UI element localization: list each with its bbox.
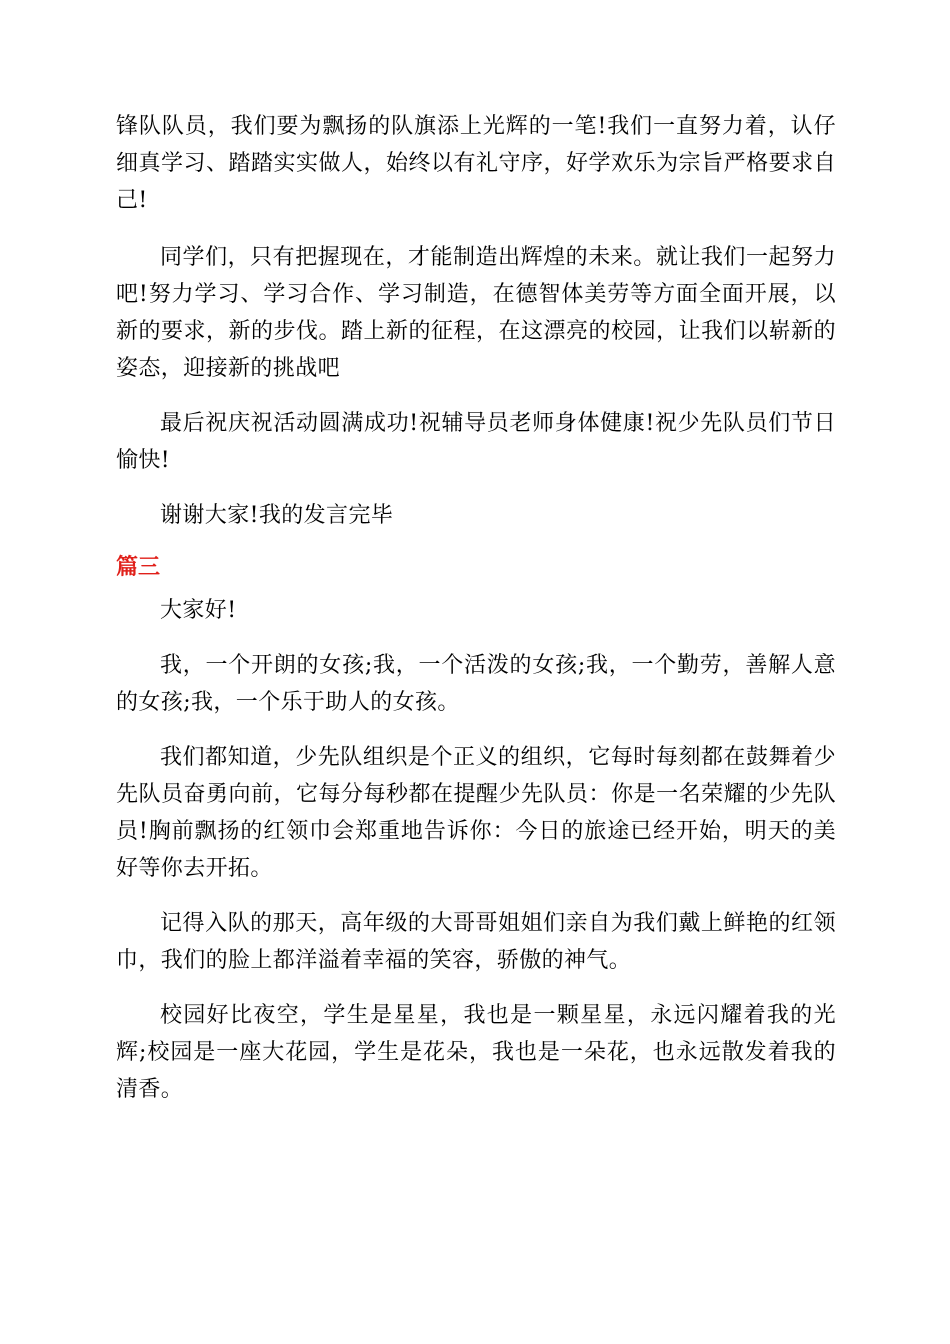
document-page	[116, 108, 836, 1108]
paragraph: 最后祝庆祝活动圆满成功!祝辅导员老师身体健康!祝少先队员们节日愉快!	[116, 411, 836, 473]
paragraph: 同学们，只有把握现在，才能制造出辉煌的未来。就让我们一起努力吧!努力学习、学习合作、学习制造，在德智体美劳等方面全面开展，以新的要求，新的步伐。踏上新的征程，在这漂亮的校园，让我们以崭新的姿态，迎接新的挑战吧	[116, 245, 836, 381]
paragraph: 谢谢大家!我的发言完毕	[160, 503, 394, 528]
paragraph: 记得入队的那天，高年级的大哥哥姐姐们亲自为我们戴上鲜艳的红领巾，我们的脸上都洋溢着幸福的笑容，骄傲的神气。	[116, 911, 836, 973]
paragraph: 我，一个开朗的女孩;我，一个活泼的女孩;我，一个勤劳，善解人意的女孩;我，一个乐于助人的女孩。	[116, 653, 836, 715]
section-heading: 篇三	[116, 555, 161, 580]
paragraph: 锋队队员，我们要为飘扬的队旗添上光辉的一笔!我们一直努力着，认仔细真学习、踏踏实实做人，始终以有礼守序，好学欢乐为宗旨严格要求自己!	[116, 114, 836, 213]
paragraph: 大家好!	[160, 598, 237, 623]
paragraph: 我们都知道，少先队组织是个正义的组织，它每时每刻都在鼓舞着少先队员奋勇向前，它每分每秒都在提醒少先队员：你是一名荣耀的少先队员!胸前飘扬的红领巾会郑重地告诉你：今日的旅途已经开始，明天的美好等你去开拓。	[116, 745, 836, 881]
paragraph: 校园好比夜空，学生是星星，我也是一颗星星，永远闪耀着我的光辉;校园是一座大花园，学生是花朵，我也是一朵花，也永远散发着我的清香。	[116, 1003, 836, 1102]
